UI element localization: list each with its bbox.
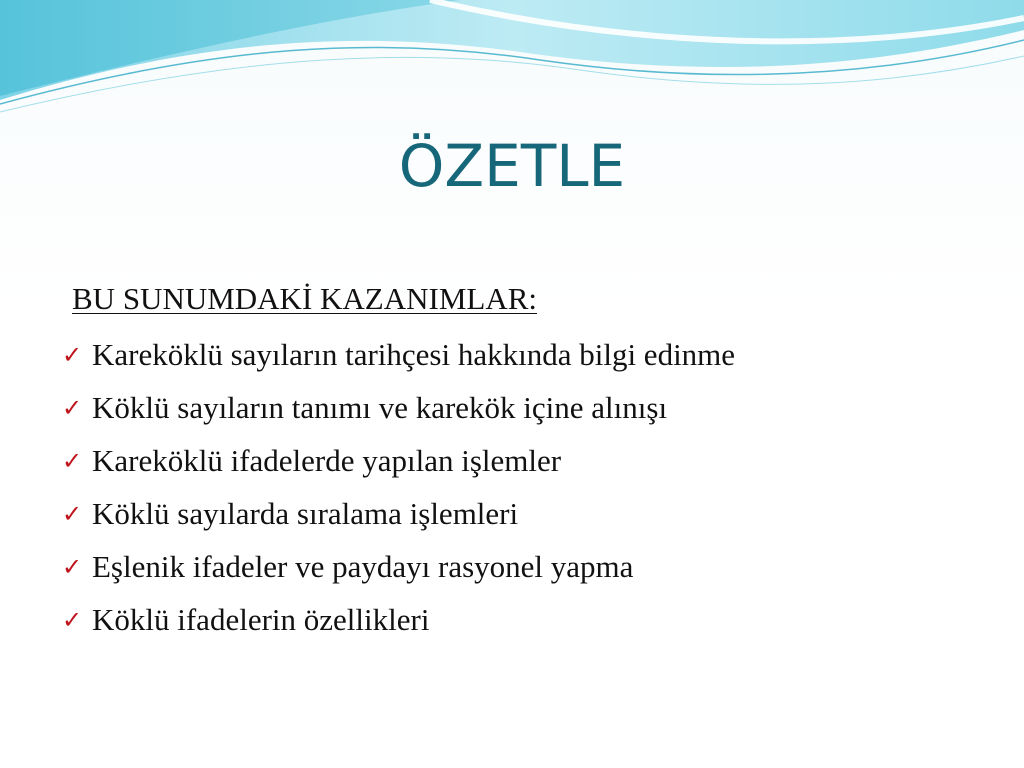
check-icon: ✓ [62, 606, 83, 634]
list-item-text: Köklü ifadelerin özellikleri [92, 602, 430, 637]
check-icon: ✓ [62, 447, 83, 475]
list-item [62, 540, 982, 593]
section-heading: BU SUNUMDAKİ KAZANIMLAR: [72, 281, 537, 316]
list-item [62, 593, 982, 646]
check-icon: ✓ [62, 553, 83, 581]
list-item-text: Eşlenik ifadeler ve paydayı rasyonel yapma [92, 549, 634, 584]
check-icon: ✓ [62, 500, 83, 528]
list-item [62, 328, 982, 381]
list-item [62, 381, 982, 434]
bullet-list [62, 328, 982, 646]
list-item-text: Kareköklü ifadelerde yapılan işlemler [92, 443, 562, 478]
list-item-text: Köklü sayılarda sıralama işlemleri [92, 496, 519, 531]
slide-content [62, 278, 982, 646]
list-item [62, 434, 982, 487]
header-wave-decoration [0, 0, 1024, 130]
list-item-text: Kareköklü sayıların tarihçesi hakkında bilgi edinme [92, 337, 736, 372]
list-item-text: Köklü sayıların tanımı ve karekök içine alınışı [92, 390, 668, 425]
check-icon: ✓ [62, 341, 83, 369]
slide-title: ÖZETLE [398, 132, 626, 200]
list-item [62, 487, 982, 540]
check-icon: ✓ [62, 394, 83, 422]
